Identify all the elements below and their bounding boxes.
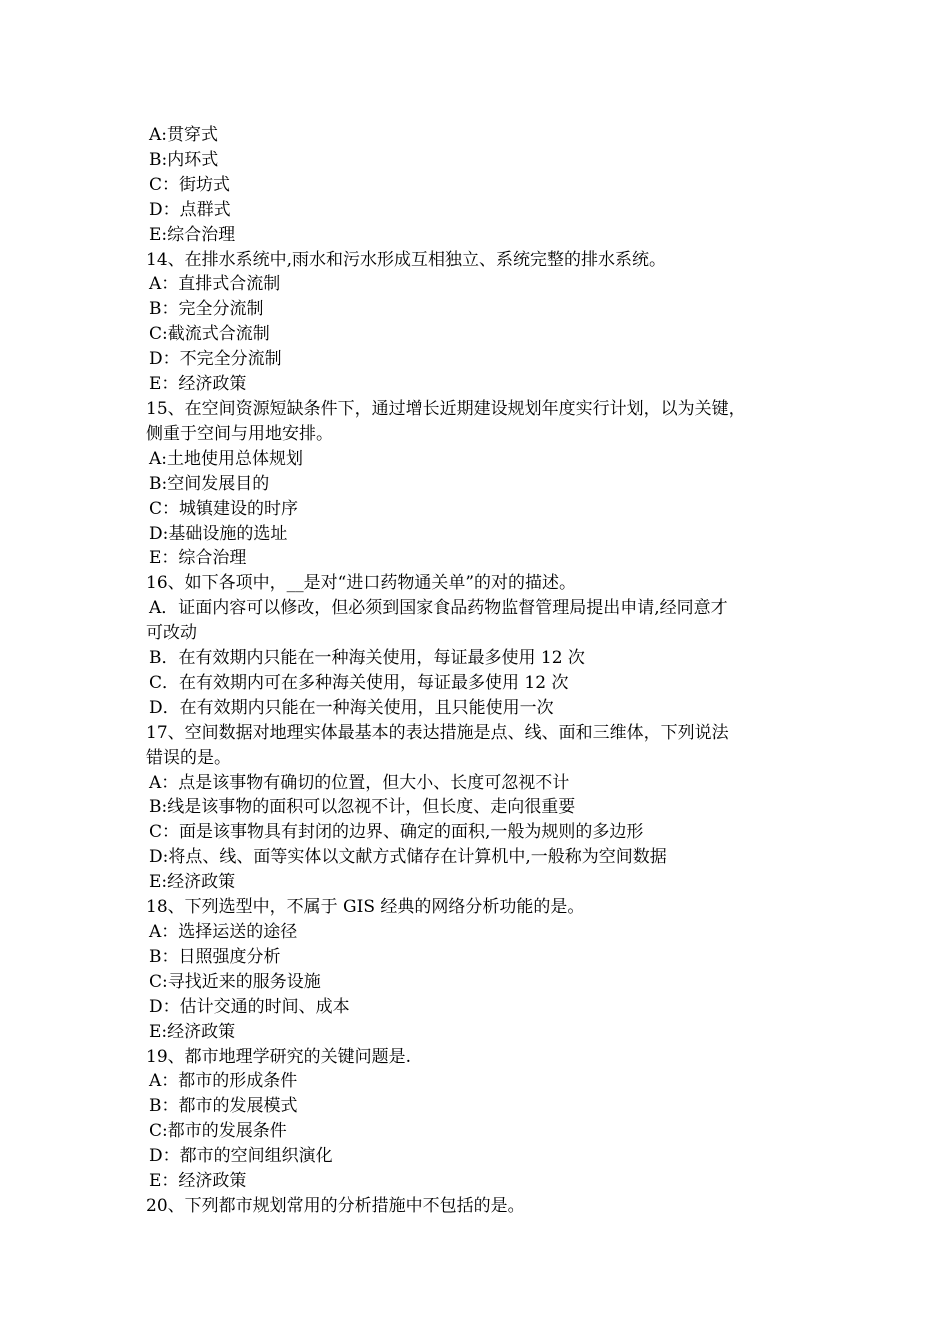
document-body — [146, 123, 826, 1219]
answer-option-line: E:经济政策 — [149, 872, 236, 893]
answer-option-line: A：直排式合流制 — [149, 274, 281, 295]
question-text-line: 19、都市地理学研究的关键问题是. — [146, 1046, 412, 1067]
answer-option-line: C:寻找近来的服务设施 — [149, 971, 321, 992]
answer-option-line: C：面是该事物具有封闭的边界、确定的面积,一般为规则的多边形 — [149, 822, 644, 843]
question-text-line: 20、下列都市规划常用的分析措施中不包括的是。 — [146, 1195, 525, 1216]
answer-option-line: D．在有效期内只能在一种海关使用，且只能使用一次 — [149, 697, 554, 718]
answer-option-line: A：都市的形成条件 — [149, 1071, 298, 1092]
answer-option-line: C:都市的发展条件 — [149, 1121, 287, 1142]
answer-option-line: E:经济政策 — [149, 1021, 236, 1042]
answer-option-line: A：点是该事物有确切的位置，但大小、长度可忽视不计 — [149, 772, 570, 793]
question-text-line: 错误的是。 — [146, 747, 231, 768]
answer-option-line: D：点群式 — [149, 199, 231, 220]
question-text-line: 15、在空间资源短缺条件下，通过增长近期建设规划年度实行计划，以为关键， — [146, 398, 746, 419]
answer-option-line: B:线是该事物的面积可以忽视不计，但长度、走向很重要 — [149, 797, 576, 818]
answer-option-line: B:内环式 — [149, 149, 219, 170]
answer-option-line: C：街坊式 — [149, 174, 231, 195]
answer-option-line: D:基础设施的选址 — [149, 523, 288, 544]
answer-option-line: E:综合治理 — [149, 224, 236, 245]
answer-option-line: E：综合治理 — [149, 548, 247, 569]
answer-option-line: B：日照强度分析 — [149, 946, 281, 967]
question-text-line: 侧重于空间与用地安排。 — [146, 423, 333, 444]
answer-option-line: A：选择运送的途径 — [149, 922, 298, 942]
answer-option-line: B：都市的发展模式 — [149, 1096, 298, 1117]
question-text-line: 16、如下各项中，__是对“进口药物通关单”的对的描述。 — [146, 573, 577, 594]
answer-option-line: D:将点、线、面等实体以文献方式储存在计算机中,一般称为空间数据 — [149, 847, 667, 868]
answer-option-line: B．在有效期内只能在一种海关使用，每证最多使用 12 次 — [149, 648, 585, 669]
answer-option-line: E：经济政策 — [149, 374, 247, 395]
answer-option-line: A．证面内容可以修改，但必须到国家食品药物监督管理局提出申请,经同意才 — [149, 598, 728, 619]
answer-option-line: C：城镇建设的时序 — [149, 498, 299, 519]
answer-option-line: B:空间发展目的 — [149, 473, 270, 494]
answer-option-line: B：完全分流制 — [149, 299, 264, 320]
question-text-line: 14、在排水系统中,雨水和污水形成互相独立、系统完整的排水系统。 — [146, 249, 667, 270]
answer-option-line: C．在有效期内可在多种海关使用，每证最多使用 12 次 — [149, 672, 569, 693]
answer-option-line: A:土地使用总体规划 — [149, 448, 304, 469]
answer-option-line: D：都市的空间组织演化 — [149, 1146, 333, 1167]
answer-option-line: A:贯穿式 — [149, 125, 219, 145]
answer-option-line: D：不完全分流制 — [149, 349, 282, 370]
answer-option-line: E：经济政策 — [149, 1171, 247, 1192]
answer-option-line: C:截流式合流制 — [149, 324, 270, 345]
question-text-line: 18、下列选型中，不属于 GIS 经典的网络分析功能的是。 — [146, 897, 585, 918]
question-text-line: 17、空间数据对地理实体最基本的表达措施是点、线、面和三维体，下列说法 — [146, 722, 729, 743]
question-text-line: 可改动 — [146, 623, 197, 644]
answer-option-line: D：估计交通的时间、成本 — [149, 996, 350, 1017]
